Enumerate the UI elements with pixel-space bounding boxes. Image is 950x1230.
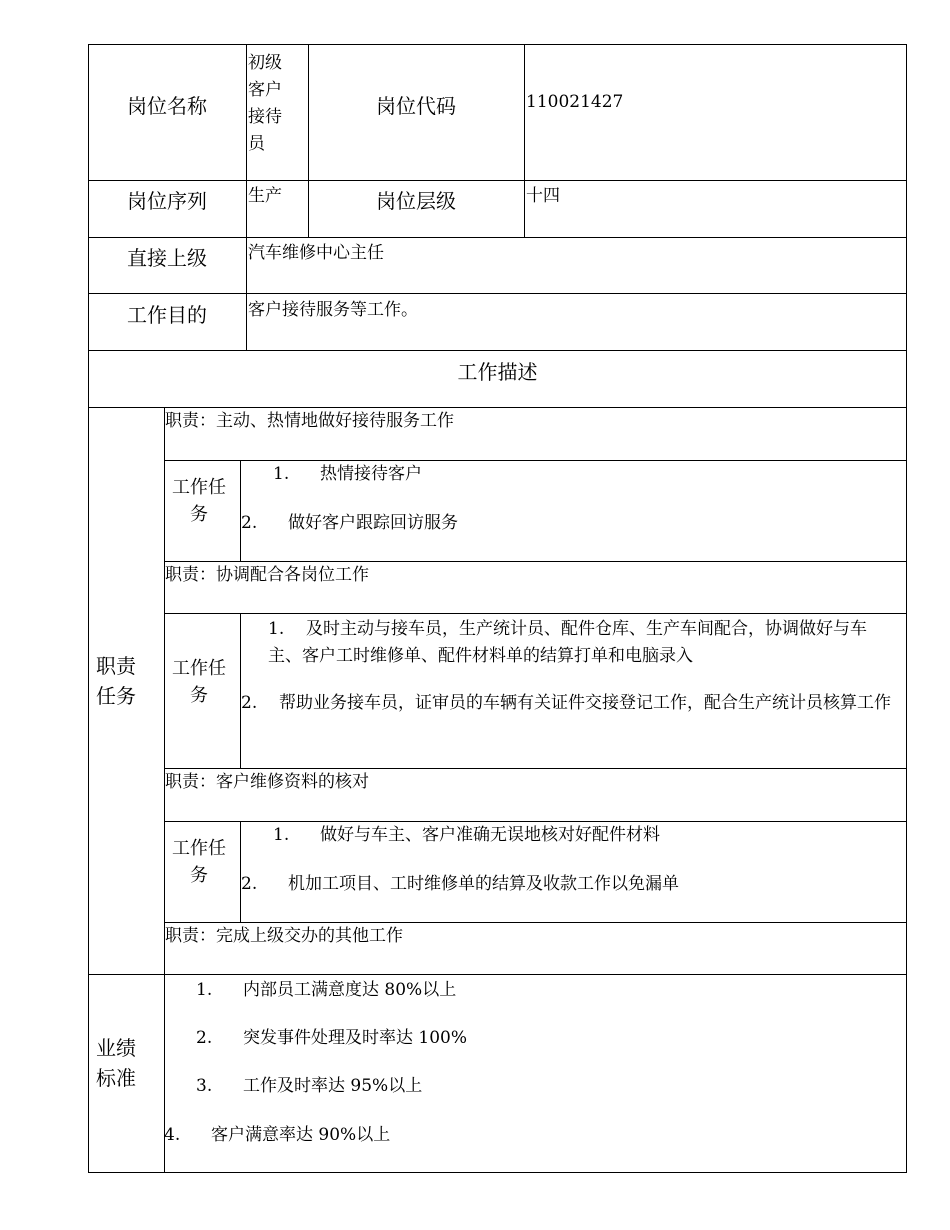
purpose-label: 工作目的 — [127, 303, 207, 327]
row-divider — [88, 350, 907, 351]
performance-item: 3. 工作及时率达 95%以上 — [196, 1076, 423, 1096]
task-label: 工作任务 — [172, 477, 226, 525]
col-divider — [524, 44, 525, 237]
task-item: 1. 做好与车主、客户准确无误地核对好配件材料 — [273, 825, 660, 845]
job-code-label: 岗位代码 — [376, 94, 456, 118]
task-item: 2. 机加工项目、工时维修单的结算及收款工作以免漏单 — [241, 874, 679, 894]
job-series-value: 生产 — [248, 186, 282, 206]
row-divider — [164, 613, 907, 614]
performance-item: 4. 客户满意率达 90%以上 — [164, 1125, 391, 1145]
row-divider — [88, 974, 907, 975]
row-divider — [88, 180, 907, 181]
job-level-label: 岗位层级 — [376, 189, 456, 213]
duty-title: 职责：完成上级交办的其他工作 — [165, 926, 403, 946]
job-series-label: 岗位序列 — [127, 189, 207, 213]
performance-label: 业绩标准 — [96, 1036, 136, 1090]
duty-title: 职责：客户维修资料的核对 — [165, 772, 369, 792]
task-item: 2. 做好客户跟踪回访服务 — [241, 513, 458, 533]
task-label: 工作任务 — [172, 838, 226, 886]
job-level-value: 十四 — [526, 186, 560, 206]
duties-label: 职责任务 — [96, 654, 136, 708]
job-name-value: 初级客户接待员 — [248, 53, 282, 154]
job-name-label: 岗位名称 — [127, 94, 207, 118]
performance-item: 2. 突发事件处理及时率达 100% — [196, 1028, 468, 1048]
task-item: 1. 热情接待客户 — [273, 464, 422, 484]
job-code-value: 110021427 — [526, 92, 624, 112]
task-label: 工作任务 — [172, 658, 226, 706]
superior-label: 直接上级 — [127, 246, 207, 270]
task-item: 2. 帮助业务接车员，证审员的车辆有关证件交接登记工作，配合生产统计员核算工作 — [241, 693, 891, 713]
task-item: 1. 及时主动与接车员，生产统计员、配件仓库、生产车间配合，协调做好与车主、客户工时维修单、配件材料单的结算打单和电脑录入 — [268, 619, 867, 666]
section-title: 工作描述 — [457, 360, 538, 384]
duty-title: 职责：主动、热情地做好接待服务工作 — [165, 411, 454, 431]
duty-title: 职责：协调配合各岗位工作 — [165, 565, 369, 585]
purpose-value: 客户接待服务等工作。 — [248, 300, 418, 320]
superior-value: 汽车维修中心主任 — [248, 243, 384, 263]
performance-item: 1. 内部员工满意度达 80%以上 — [196, 980, 457, 1000]
col-divider — [246, 44, 247, 350]
row-divider — [88, 237, 907, 238]
row-divider — [88, 293, 907, 294]
